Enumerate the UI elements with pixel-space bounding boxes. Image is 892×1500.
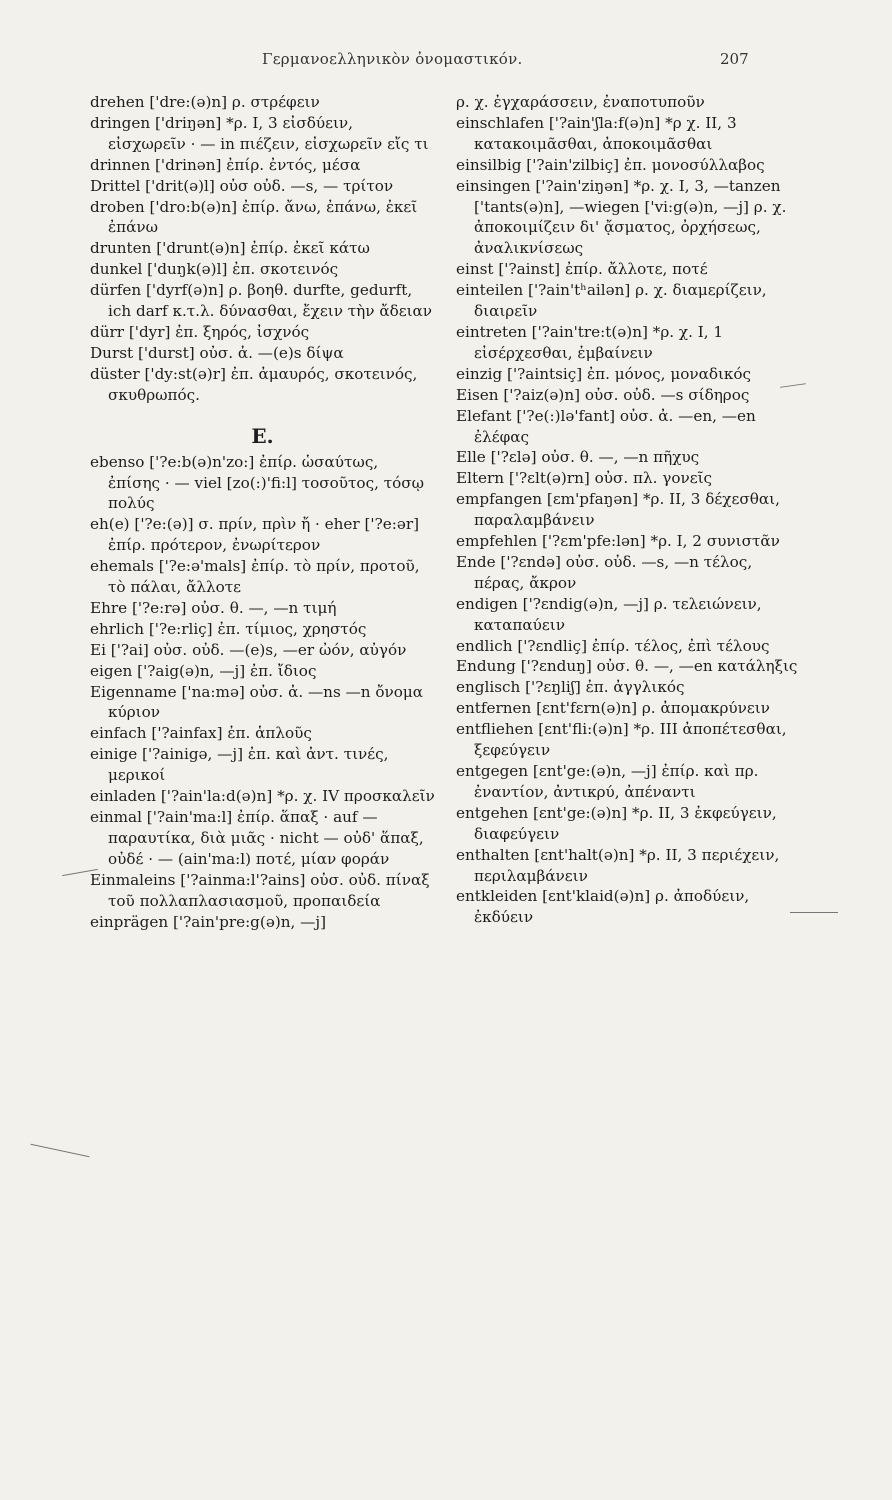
dictionary-entry: ebenso ['?e:b(ə)n'zo:] ἐπίρ. ὡσαύτως, ἐπίσης · — viel [zo(:)'fi:l] τοσοῦτος, τόσῳ πολύς — [90, 452, 425, 513]
dictionary-entry: drehen ['dre:(ə)n] ρ. στρέφειν — [90, 93, 320, 111]
dictionary-entry: einprägen ['?ain'pre:g(ə)n, —j] — [90, 912, 326, 931]
page-number: 207 — [720, 50, 749, 68]
dictionary-entry: enthalten [ɛnt'halt(ə)n] *ρ. II, 3 περιέχειν, περιλαμβάνειν — [456, 845, 780, 885]
dictionary-entry: empfangen [ɛm'pfaŋən] *ρ. II, 3 δέχεσθαι, παραλαμβάνειν — [456, 490, 780, 530]
dictionary-entry: Eltern ['?ɛlt(ə)rn] οὐσ. πλ. γονεῖς — [456, 469, 713, 488]
dictionary-entry: Drittel ['drit(ə)l] οὐσ οὐδ. —s, — τρίτον — [90, 176, 394, 195]
dictionary-entry: Eigenname ['na:mə] οὐσ. ἀ. —ns —n ὄνομα κύριον — [90, 682, 424, 722]
dictionary-entry: endigen ['?ɛndig(ə)n, —j] ρ. τελειώνειν, καταπαύειν — [456, 594, 762, 634]
dictionary-entry: Ei ['?ai] οὐσ. οὐδ. —(e)s, —er ὠόν, αὐγόν — [90, 640, 407, 659]
dictionary-entry: Durst ['durst] οὐσ. ἀ. —(e)s δίψα — [90, 343, 344, 362]
dictionary-entry: einladen ['?ain'la:d(ə)n] *ρ. χ. IV προσκαλεῖν — [90, 787, 435, 806]
right-column — [456, 92, 801, 928]
dictionary-entry: droben ['dro:b(ə)n] ἐπίρ. ἄνω, ἐπάνω, ἐκεῖ ἐπάνω — [90, 197, 418, 237]
dictionary-entry: empfehlen ['?ɛm'pfe:lən] *ρ. I, 2 συνιστᾶν — [456, 532, 780, 551]
margin-pencil-mark — [31, 1144, 90, 1157]
dictionary-entry: Einmaleins ['?ainma:l'?ains] οὐσ. οὐδ. πίναξ τοῦ πολλαπλασιασμοῦ, προπαιδεία — [90, 870, 430, 910]
dictionary-entry: dürr ['dyr] ἐπ. ξηρός, ἰσχνός — [90, 322, 310, 341]
dictionary-entry: einst ['?ainst] ἐπίρ. ἄλλοτε, ποτέ — [456, 260, 708, 279]
dictionary-entry: eintreten ['?ain'tre:t(ə)n] *ρ. χ. I, 1 εἰσέρχεσθαι, ἐμβαίνειν — [456, 322, 724, 362]
dictionary-entry: einteilen ['?ain'tʰailən] ρ. χ. διαμερίζειν, διαιρεῖν — [456, 281, 767, 321]
dictionary-entry: entkleiden [ɛnt'klaid(ə)n] ρ. ἀποδύειν, ἐκδύειν — [456, 887, 750, 927]
dictionary-entry: Ende ['?ɛndə] οὐσ. οὐδ. —s, —n τέλος, πέρας, ἄκρον — [456, 552, 753, 592]
dictionary-entry: einfach ['?ainfax] ἐπ. ἁπλοῦς — [90, 724, 312, 743]
dictionary-entry: entfernen [ɛnt'fɛrn(ə)n] ρ. ἀπομακρύνειν — [456, 699, 770, 718]
entries-after — [90, 452, 435, 933]
dictionary-entry: ehrlich ['?e:rliç] ἐπ. τίμιος, χρηστός — [90, 619, 367, 638]
dictionary-entry: dürfen ['dyrf(ə)n] ρ. βοηθ. durfte, gedurft, ich darf κ.τ.λ. δύνασθαι, ἔχειν τὴν ἄδειαν — [90, 281, 433, 321]
dictionary-entry: eigen ['?aig(ə)n, —j] ἐπ. ἴδιος — [90, 661, 317, 680]
dictionary-entry: dringen ['driŋən] *ρ. I, 3 εἰσδύειν, εἰσχωρεῖν · — in πιέζειν, εἰσχωρεῖν εἴς τι — [90, 113, 429, 153]
dictionary-entry: Elle ['?ɛlə] οὐσ. θ. —, —n πῆχυς — [456, 448, 700, 467]
dictionary-entry: englisch ['?ɛŋliʃ] ἐπ. ἀγγλικός — [456, 678, 685, 697]
dictionary-entry: düster ['dy:st(ə)r] ἐπ. ἀμαυρός, σκοτεινός, σκυθρωπός. — [90, 364, 418, 404]
dictionary-entry: drunten ['drunt(ə)n] ἐπίρ. ἐκεῖ κάτω — [90, 239, 370, 258]
dictionary-entry: ρ. χ. ἐγχαράσσειν, ἐναποτυποῦν — [456, 93, 705, 111]
running-head: Γερμανοελληνικὸν ὀνομαστικόν. — [262, 50, 523, 68]
dictionary-entry: einzig ['?aintsiç] ἐπ. μόνος, μοναδικός — [456, 364, 752, 383]
entries-before — [90, 92, 435, 406]
dictionary-entry: dunkel ['duŋk(ə)l] ἐπ. σκοτεινός — [90, 260, 339, 279]
dictionary-entry: Eisen ['?aiz(ə)n] οὐσ. οὐδ. —s σίδηρος — [456, 385, 750, 404]
dictionary-entry: einsingen ['?ain'ziŋən] *ρ. χ. I, 3, —tanzen ['tants(ə)n], —wiegen ['vi:g(ə)n, —j] ρ. χ. ἀποκοιμίζειν δι' ᾄσματος, ὀρχήσεως, ἀναλικνίσεως — [456, 176, 787, 258]
dictionary-entry: endlich ['?ɛndliç] ἐπίρ. τέλος, ἐπὶ τέλους — [456, 636, 770, 655]
dictionary-entry: entfliehen [ɛnt'fli:(ə)n] *ρ. III ἀποπέτεσθαι, ξεφεύγειν — [456, 720, 787, 760]
dictionary-entry: einsilbig ['?ain'zilbiç] ἐπ. μονοσύλλαβος — [456, 155, 765, 174]
dictionary-entry: ehemals ['?e:ə'mals] ἐπίρ. τὸ πρίν, προτοῦ, τὸ πάλαι, ἄλλοτε — [90, 557, 420, 597]
dictionary-entry: Endung ['?ɛnduŋ] οὐσ. θ. —, —en κατάληξις — [456, 657, 798, 676]
dictionary-entry: Ehre ['?e:rə] οὐσ. θ. —, —n τιμή — [90, 598, 337, 617]
section-letter-heading: E. — [251, 423, 274, 448]
dictionary-entry: eh(e) ['?e:(ə)] σ. πρίν, πρὶν ἤ · eher ['?e:ər] ἐπίρ. πρότερον, ἐνωρίτερον — [90, 515, 420, 555]
dictionary-entry: entgehen [ɛnt'ge:(ə)n] *ρ. II, 3 ἐκφεύγειν, διαφεύγειν — [456, 803, 777, 843]
dictionary-entry: drinnen ['drinən] ἐπίρ. ἐντός, μέσα — [90, 155, 361, 174]
margin-pencil-mark — [790, 912, 838, 913]
dictionary-entry: einschlafen ['?ain'ʃla:f(ə)n] *ρ χ. II, 3 κατακοιμᾶσθαι, ἀποκοιμᾶσθαι — [456, 113, 737, 153]
left-column — [90, 92, 435, 932]
dictionary-entry: einmal ['?ain'ma:l] ἐπίρ. ἅπαξ · auf — παραυτίκα, διὰ μιᾶς · nicht — οὐδ' ἅπαξ, οὐδέ · — (ain'ma:l) ποτέ, μίαν φοράν — [90, 808, 424, 868]
dictionary-entry: einige ['?ainigə, —j] ἐπ. καὶ ἀντ. τινές, μερικοί — [90, 745, 389, 785]
dictionary-entry: Elefant ['?e(:)lə'fant] οὐσ. ἀ. —en, —en ἐλέφας — [456, 406, 756, 446]
dictionary-entry: entgegen [ɛnt'ge:(ə)n, —j] ἐπίρ. καὶ πρ. ἐναντίον, ἀντικρύ, ἀπέναντι — [456, 762, 759, 801]
